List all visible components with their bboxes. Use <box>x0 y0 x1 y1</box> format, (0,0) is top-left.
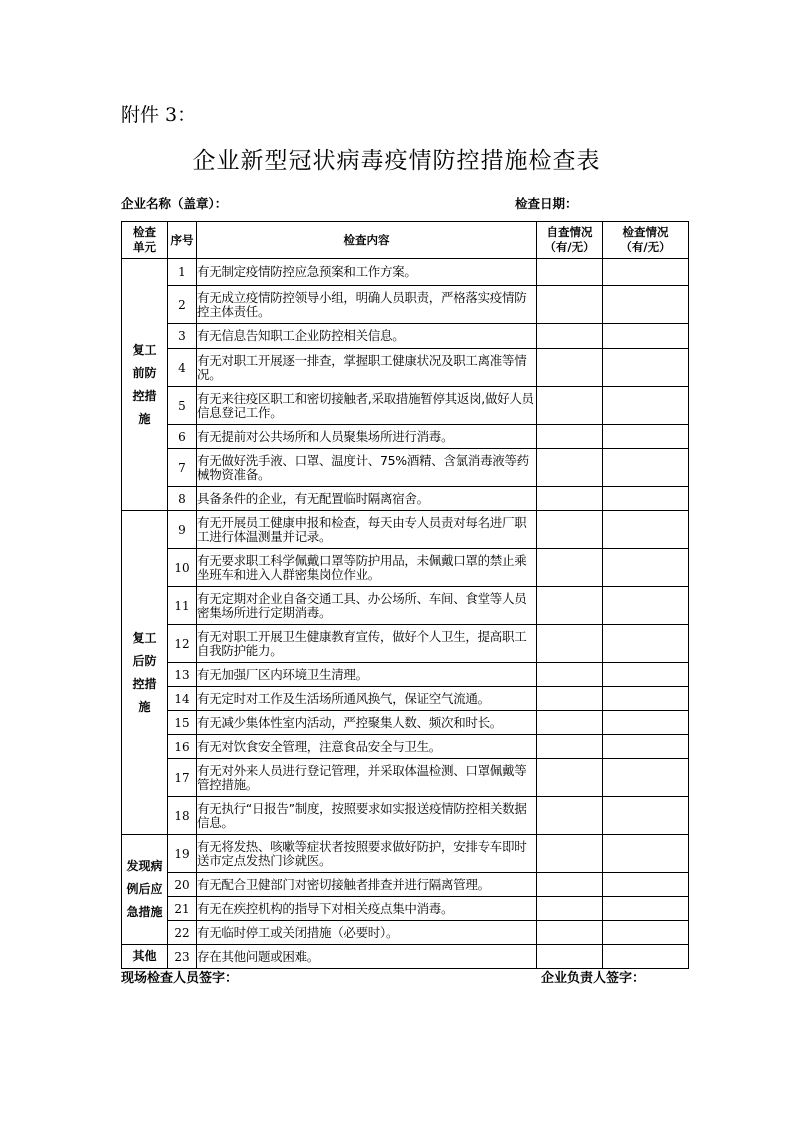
inspection-cell[interactable] <box>603 759 689 797</box>
item-number: 1 <box>168 259 197 286</box>
table-row <box>122 663 689 687</box>
item-number: 5 <box>168 387 197 425</box>
item-number: 14 <box>168 687 197 711</box>
item-number: 11 <box>168 587 197 625</box>
inspection-cell[interactable] <box>603 687 689 711</box>
item-number: 3 <box>168 324 197 349</box>
item-number: 4 <box>168 349 197 387</box>
self-check-cell[interactable] <box>537 945 603 969</box>
self-check-cell[interactable] <box>537 897 603 921</box>
table-row <box>122 759 689 797</box>
item-content: 有无开展员工健康申报和检查，每天由专人员责对每名进厂职工进行体温测量并记录。 <box>197 511 537 549</box>
check-unit-cell: 发现病例后应急措施 <box>122 835 168 945</box>
self-check-cell[interactable] <box>537 286 603 324</box>
self-check-cell[interactable] <box>537 324 603 349</box>
item-content: 有无减少集体性室内活动，严控聚集人数、频次和时长。 <box>197 711 537 735</box>
table-row <box>122 324 689 349</box>
self-check-cell[interactable] <box>537 663 603 687</box>
inspection-cell[interactable] <box>603 259 689 286</box>
item-number: 9 <box>168 511 197 549</box>
self-check-cell[interactable] <box>537 487 603 511</box>
table-row <box>122 897 689 921</box>
table-row <box>122 286 689 324</box>
inspection-cell[interactable] <box>603 921 689 945</box>
self-check-cell[interactable] <box>537 349 603 387</box>
attachment-label: 附件 3： <box>121 104 197 126</box>
inspection-cell[interactable] <box>603 873 689 897</box>
item-content: 有无定时对工作及生活场所通风换气，保证空气流通。 <box>197 687 537 711</box>
item-content: 有无来往疫区职工和密切接触者,采取措施暂停其返岗,做好人员信息登记工作。 <box>197 387 537 425</box>
table-row <box>122 259 689 286</box>
company-name-label: 企业名称（盖章）： <box>121 196 228 211</box>
item-number: 17 <box>168 759 197 797</box>
item-number: 7 <box>168 449 197 487</box>
self-check-cell[interactable] <box>537 735 603 759</box>
inspection-cell[interactable] <box>603 286 689 324</box>
item-number: 10 <box>168 549 197 587</box>
item-content: 有无对饮食安全管理，注意食品安全与卫生。 <box>197 735 537 759</box>
self-check-cell[interactable] <box>537 449 603 487</box>
item-number: 13 <box>168 663 197 687</box>
table-row <box>122 487 689 511</box>
item-number: 18 <box>168 797 197 835</box>
table-row <box>122 625 689 663</box>
item-number: 6 <box>168 425 197 449</box>
table-header-row <box>122 222 689 259</box>
inspection-cell[interactable] <box>603 324 689 349</box>
item-content: 有无执行“日报告”制度，按照要求如实报送疫情防控相关数据信息。 <box>197 797 537 835</box>
check-unit-cell: 复工前防控措施 <box>122 259 168 511</box>
item-content: 有无要求职工科学佩戴口罩等防护用品，未佩戴口罩的禁止乘坐班车和进入人群密集岗位作业。 <box>197 549 537 587</box>
item-content: 有无对职工开展卫生健康教育宣传，做好个人卫生，提高职工自我防护能力。 <box>197 625 537 663</box>
item-content: 有无成立疫情防控领导小组，明确人员职责，严格落实疫情防控主体责任。 <box>197 286 537 324</box>
self-check-cell[interactable] <box>537 687 603 711</box>
item-content: 有无配合卫健部门对密切接触者排查并进行隔离管理。 <box>197 873 537 897</box>
inspection-cell[interactable] <box>603 735 689 759</box>
check-unit-cell: 复工后防控措施 <box>122 511 168 835</box>
check-date-label: 检查日期： <box>515 196 578 211</box>
header-inspection: 检查情况（有/无） <box>603 222 689 259</box>
item-number: 21 <box>168 897 197 921</box>
inspection-cell[interactable] <box>603 449 689 487</box>
item-content: 有无提前对公共场所和人员聚集场所进行消毒。 <box>197 425 537 449</box>
table-row <box>122 549 689 587</box>
header-content: 检查内容 <box>197 222 537 259</box>
header-seq: 序号 <box>168 222 197 259</box>
inspection-cell[interactable] <box>603 945 689 969</box>
item-number: 12 <box>168 625 197 663</box>
inspector-signature-label: 现场检查人员签字： <box>121 971 239 986</box>
table-body <box>122 259 689 969</box>
inspection-cell[interactable] <box>603 487 689 511</box>
table-row <box>122 945 689 969</box>
table-row <box>122 873 689 897</box>
self-check-cell[interactable] <box>537 587 603 625</box>
self-check-cell[interactable] <box>537 759 603 797</box>
inspection-table <box>121 221 689 969</box>
item-number: 22 <box>168 921 197 945</box>
inspection-cell[interactable] <box>603 711 689 735</box>
inspection-cell[interactable] <box>603 625 689 663</box>
table-row <box>122 921 689 945</box>
table-row <box>122 711 689 735</box>
item-content: 有无对职工开展逐一排查，掌握职工健康状况及职工离准等情况。 <box>197 349 537 387</box>
self-check-cell[interactable] <box>537 921 603 945</box>
item-content: 有无信息告知职工企业防控相关信息。 <box>197 324 537 349</box>
item-number: 8 <box>168 487 197 511</box>
item-content: 有无临时停工或关闭措施（必要时）。 <box>197 921 537 945</box>
table-row <box>122 835 689 873</box>
table-row <box>122 425 689 449</box>
inspection-cell[interactable] <box>603 835 689 873</box>
item-number: 23 <box>168 945 197 969</box>
inspection-cell[interactable] <box>603 587 689 625</box>
item-content: 有无在疾控机构的指导下对相关疫点集中消毒。 <box>197 897 537 921</box>
page-title: 企业新型冠状病毒疫情防控措施检查表 <box>192 148 601 174</box>
item-content: 存在其他问题或困难。 <box>197 945 537 969</box>
inspection-cell[interactable] <box>603 349 689 387</box>
header-unit: 检查单元 <box>122 222 168 259</box>
self-check-cell[interactable] <box>537 835 603 873</box>
item-number: 15 <box>168 711 197 735</box>
item-content: 有无将发热、咳嗽等症状者按照要求做好防护，安排专车即时送市定点发热门诊就医。 <box>197 835 537 873</box>
check-unit-cell: 其他 <box>122 945 168 969</box>
item-content: 有无加强厂区内环境卫生清理。 <box>197 663 537 687</box>
manager-signature-label: 企业负责人签字： <box>541 971 646 986</box>
table-row <box>122 587 689 625</box>
item-content: 具备条件的企业，有无配置临时隔离宿舍。 <box>197 487 537 511</box>
self-check-cell[interactable] <box>537 549 603 587</box>
table-row <box>122 511 689 549</box>
self-check-cell[interactable] <box>537 259 603 286</box>
self-check-cell[interactable] <box>537 873 603 897</box>
self-check-cell[interactable] <box>537 387 603 425</box>
item-number: 2 <box>168 286 197 324</box>
inspection-cell[interactable] <box>603 511 689 549</box>
item-number: 20 <box>168 873 197 897</box>
table-row <box>122 797 689 835</box>
table-row <box>122 687 689 711</box>
inspection-cell[interactable] <box>603 897 689 921</box>
table-row <box>122 735 689 759</box>
self-check-cell[interactable] <box>537 511 603 549</box>
self-check-cell[interactable] <box>537 711 603 735</box>
table-row <box>122 349 689 387</box>
item-content: 有无制定疫情防控应急预案和工作方案。 <box>197 259 537 286</box>
item-content: 有无定期对企业自备交通工具、办公场所、车间、食堂等人员密集场所进行定期消毒。 <box>197 587 537 625</box>
item-content: 有无对外来人员进行登记管理，并采取体温检测、口罩佩戴等管控措施。 <box>197 759 537 797</box>
self-check-cell[interactable] <box>537 797 603 835</box>
item-number: 19 <box>168 835 197 873</box>
inspection-cell[interactable] <box>603 549 689 587</box>
item-content: 有无做好洗手液、口罩、温度计、75%酒精、含氯消毒液等药械物资准备。 <box>197 449 537 487</box>
table-row <box>122 387 689 425</box>
item-number: 16 <box>168 735 197 759</box>
inspection-cell[interactable] <box>603 387 689 425</box>
self-check-cell[interactable] <box>537 425 603 449</box>
inspection-cell[interactable] <box>603 425 689 449</box>
self-check-cell[interactable] <box>537 625 603 663</box>
inspection-cell[interactable] <box>603 797 689 835</box>
table-row <box>122 449 689 487</box>
header-self-check: 自查情况（有/无） <box>537 222 603 259</box>
inspection-cell[interactable] <box>603 663 689 687</box>
